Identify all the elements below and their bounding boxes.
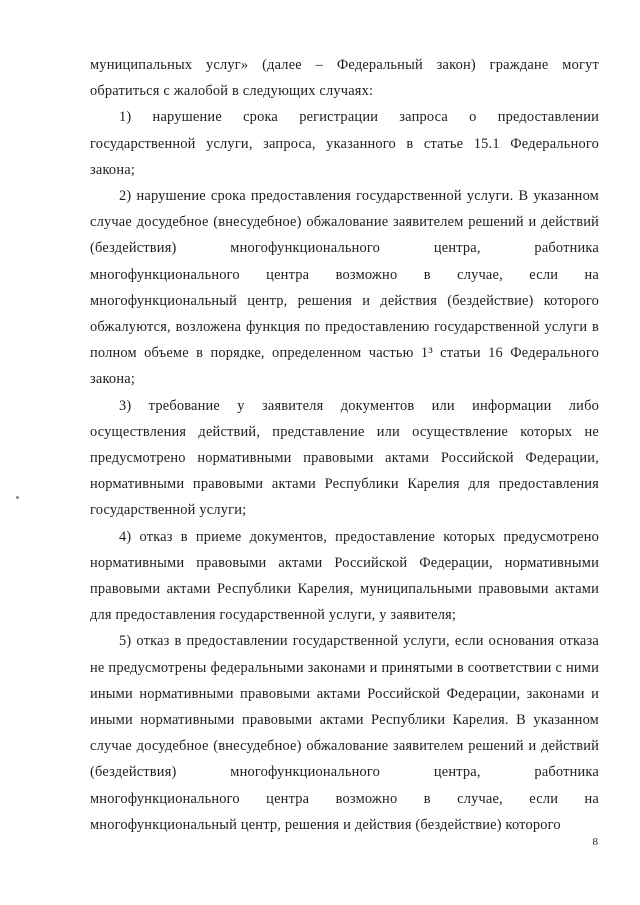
paragraph: 5) отказ в предоставлении государственной услуги, если основания отказа не предусмотрены федеральными законами и принятыми в соответствии с ними иными нормативными правовыми актами Российской Федерации, законами и иными нормативными правовыми актами Республики Карелия. В указанном случае досудебное (внесудебное) обжалование заявителем решений и действий (бездействия) многофункционального центра, работника многофункционального центра возможно в случае, если на многофункциональный центр, решения и действия (бездействие) которого	[90, 633, 599, 833]
paragraph: 1) нарушение срока регистрации запроса о предоставлении государственной услуги, запроса, указанного в статье 15.1 Федерального закона;	[90, 109, 599, 178]
paragraph: муниципальных услуг» (далее – Федеральный закон) граждане могут обратиться с жалобой в следующих случаях:	[90, 57, 599, 100]
document-body	[90, 52, 599, 838]
paragraph: 4) отказ в приеме документов, предоставление которых предусмотрено нормативными правовыми актами Российской Федерации, нормативными правовыми актами Республики Карелия, муниципальными правовыми актами для предоставления государственной услуги, у заявителя;	[90, 528, 599, 624]
paragraph: 3) требование у заявителя документов или информации либо осуществления действий, представление или осуществление которых не предусмотрено нормативными правовыми актами Российской Федерации, нормативными правовыми актами Республики Карелия для предоставления государственной услуги;	[90, 397, 599, 519]
scan-artifact-dot	[16, 496, 19, 499]
page-number: 8	[592, 836, 598, 848]
paragraph: 2) нарушение срока предоставления государственной услуги. В указанном случае досудебное (внесудебное) обжалование заявителем решений и действий (бездействия) многофункционального центра, работника многофункционального центра возможно в случае, если на многофункциональный центр, решения и действия (бездействие) которого обжалуются, возложена функция по предоставлению государственной услуги в полном объеме в порядке, определенном частью 1³ статьи 16 Федерального закона;	[90, 188, 599, 388]
